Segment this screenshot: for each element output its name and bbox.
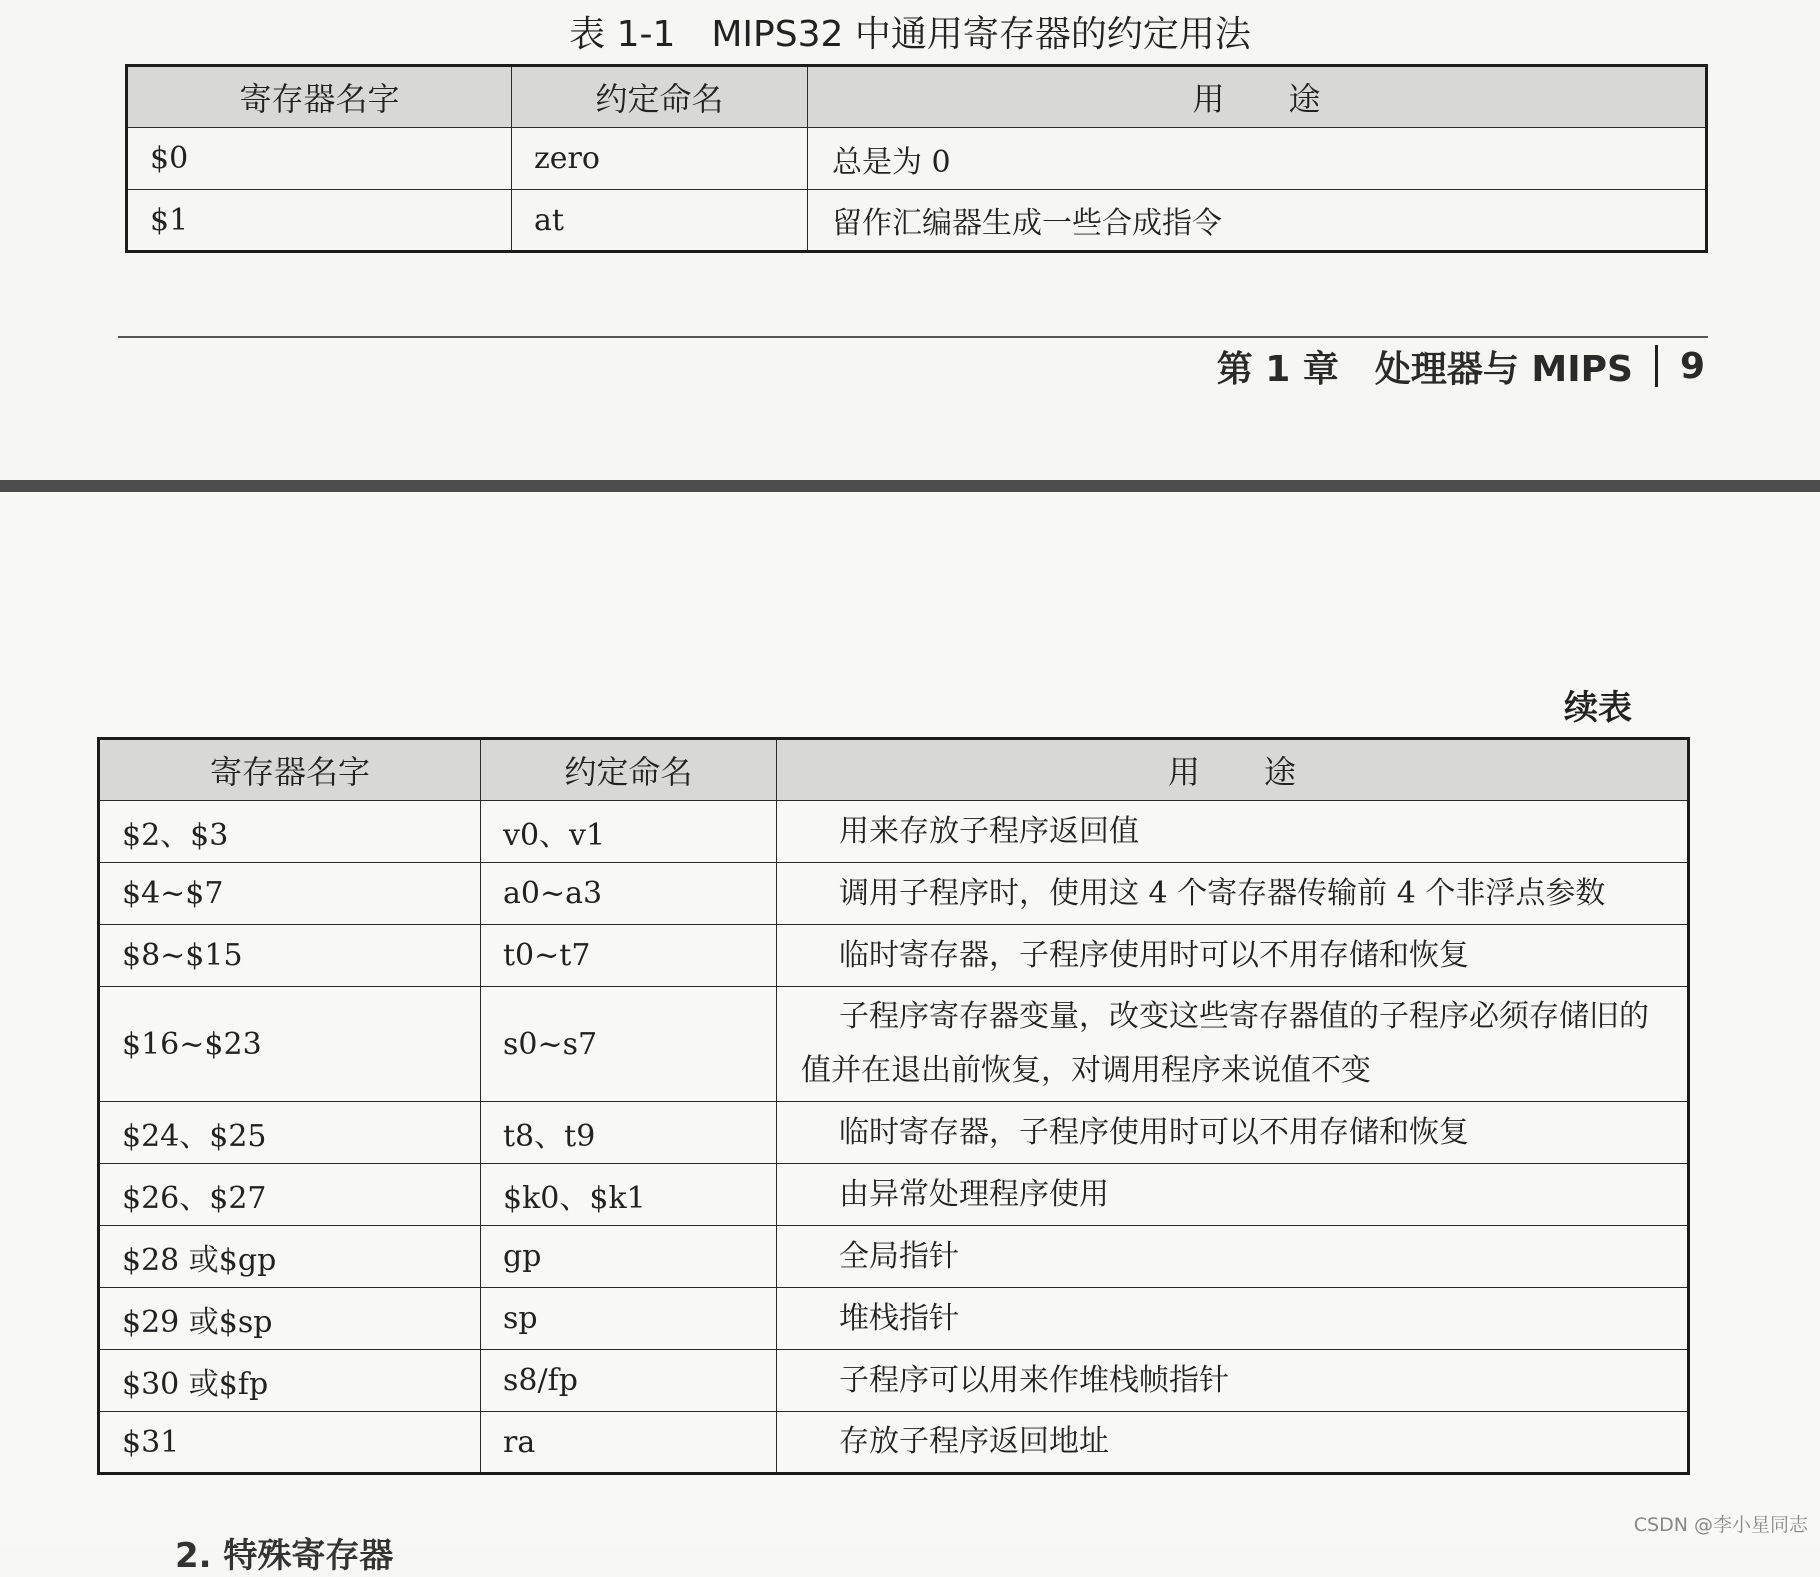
table-row [99,1102,1689,1164]
table-row [99,925,1689,987]
header-register-name: 寄存器名字 [127,66,512,128]
cell-register: $0 [127,128,512,190]
header-usage: 用 途 [777,739,1689,801]
cell-usage: 用来存放子程序返回值 [777,801,1689,863]
cell-convention: $k0、$k1 [481,1164,777,1226]
watermark: CSDN @李小星同志 [1633,1514,1808,1536]
cell-convention: sp [481,1288,777,1350]
cell-usage: 子程序寄存器变量，改变这些寄存器值的子程序必须存储旧的值并在退出前恢复，对调用程序来说值不变 [777,987,1689,1102]
cell-register: $29 或$sp [99,1288,481,1350]
cell-usage: 留作汇编器生成一些合成指令 [808,190,1707,252]
cell-convention: v0、v1 [481,801,777,863]
cell-register: $1 [127,190,512,252]
header-usage: 用 途 [808,66,1707,128]
register-table-part1 [125,64,1708,253]
table-header-row [99,739,1689,801]
cell-convention: ra [481,1412,777,1474]
cell-usage: 调用子程序时，使用这 4 个寄存器传输前 4 个非浮点参数 [777,863,1689,925]
table-caption: 表 1-1 MIPS32 中通用寄存器的约定用法 [569,14,1251,55]
table-row [127,128,1707,190]
table-row [127,190,1707,252]
cell-usage: 临时寄存器，子程序使用时可以不用存储和恢复 [777,1102,1689,1164]
table-row [99,863,1689,925]
table-row [99,987,1689,1102]
cell-register: $24、$25 [99,1102,481,1164]
cell-convention: gp [481,1226,777,1288]
cell-register: $16~$23 [99,987,481,1102]
cell-usage: 总是为 0 [808,128,1707,190]
cell-register: $30 或$fp [99,1350,481,1412]
table-row [99,1164,1689,1226]
header-convention-name: 约定命名 [481,739,777,801]
header-register-name: 寄存器名字 [99,739,481,801]
cell-usage: 全局指针 [777,1226,1689,1288]
top-page [0,0,1820,492]
cell-convention: at [512,190,808,252]
cell-convention: t0~t7 [481,925,777,987]
page-header [1217,338,1705,394]
cell-usage: 堆栈指针 [777,1288,1689,1350]
cell-usage: 由异常处理程序使用 [777,1164,1689,1226]
cell-register: $26、$27 [99,1164,481,1226]
cell-usage: 存放子程序返回地址 [777,1412,1689,1474]
cell-convention: a0~a3 [481,863,777,925]
cell-register: $31 [99,1412,481,1474]
table-row [99,1412,1689,1474]
register-table-part2 [97,737,1690,1475]
section-heading-cut: 2. 特殊寄存器 [175,1536,394,1576]
cell-usage: 临时寄存器，子程序使用时可以不用存储和恢复 [777,925,1689,987]
cell-convention: zero [512,128,808,190]
cell-usage: 子程序可以用来作堆栈帧指针 [777,1350,1689,1412]
continued-label: 续表 [1564,688,1632,728]
page-number: 9 [1679,345,1705,387]
cell-register: $4~$7 [99,863,481,925]
cell-register: $2、$3 [99,801,481,863]
table-row [99,1288,1689,1350]
table-row [99,1350,1689,1412]
cell-register: $8~$15 [99,925,481,987]
cell-register: $28 或$gp [99,1226,481,1288]
cell-convention: s8/fp [481,1350,777,1412]
header-convention-name: 约定命名 [512,66,808,128]
cell-convention: s0~s7 [481,987,777,1102]
header-separator [1655,345,1658,387]
table-header-row [127,66,1707,128]
table-row [99,801,1689,863]
chapter-title: 第 1 章 处理器与 MIPS [1216,348,1633,390]
table-row [99,1226,1689,1288]
cell-convention: t8、t9 [481,1102,777,1164]
